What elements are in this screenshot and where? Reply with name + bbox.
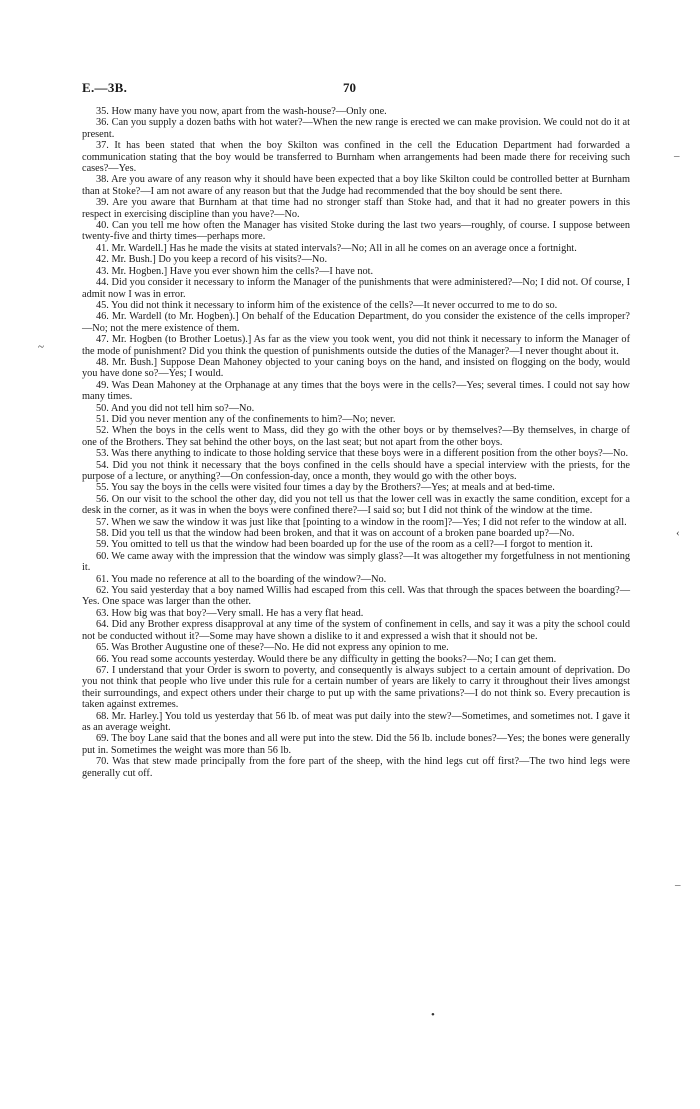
testimony-entry: 40. Can you tell me how often the Manager has visited Stoke during the last two years—roughly, of course. I suppose between twenty-five and thirty times—perhaps more. <box>82 220 630 243</box>
margin-dash-mark: – <box>675 879 681 891</box>
document-reference: E.—3B. <box>82 80 128 95</box>
testimony-entry: 57. When we saw the window it was just like that [pointing to a window in the room]?—Yes; I did not refer to the window at all. <box>96 516 627 528</box>
testimony-entry: 47. Mr. Hogben (to Brother Loetus).] As far as the view you took went, you did not think it necessary to inform the Manager of the mode of punishment? Did you think the question of punishments outside the duties of the Manager?—I never thought about it. <box>82 334 630 357</box>
testimony-entry: 67. I understand that your Order is sworn to poverty, and consequently is always subject to a certain amount of deprivation. Do you not think that people who live under this rule for a certain number of years are likely to carry it throughout their lives amongst their surroundings, and expect others under their charge to put up with the same privations?—I do not think so. Every precaution is taken against extremes. <box>82 664 630 711</box>
testimony-entry: 51. Did you never mention any of the confinements to him?—No; never. <box>96 413 396 425</box>
testimony-entry: 58. Did you tell us that the window had been broken, and that it was on account of a broken pane boarded up?—No. <box>96 528 575 540</box>
testimony-entry: 36. Can you supply a dozen baths with hot water?—When the new range is erected we can make provision. We could not do it at present. <box>82 117 630 140</box>
testimony-entry: 35. How many have you now, apart from the wash-house?—Only one. <box>96 106 387 117</box>
testimony-entry: 65. Was Brother Augustine one of these?—No. He did not express any opinion to me. <box>96 642 449 654</box>
margin-dot-mark: • <box>431 1009 435 1021</box>
margin-dash-mark: – <box>674 150 680 162</box>
testimony-entry: 38. Are you aware of any reason why it should have been expected that a boy like Skilton could be controlled better at Burnham than at Stoke?—I am not aware of any reason but that the Judge had recommended that the boy should be sent there. <box>82 174 630 197</box>
testimony-entry: 64. Did any Brother express disapproval at any time of the system of confinement in cells, and say it was a pity the school could not be conducted without it?—Some may have shown a dislike to it and expressed a wish that it should not be. <box>82 619 630 642</box>
margin-dash-mark: ~ <box>38 341 44 353</box>
testimony-body <box>82 106 630 779</box>
testimony-entry: 37. It has been stated that when the boy Skilton was confined in the cell the Education Department had forwarded a communication stating that the boy would be transferred to Burnham when arrangements had been made there for receiving such cases?—Yes. <box>82 140 630 175</box>
testimony-entry: 62. You said yesterday that a boy named Willis had escaped from this cell. Was that through the spaces between the boarding?—Yes. One space was larger than the other. <box>82 585 630 608</box>
testimony-entry: 56. On our visit to the school the other day, did you not tell us that the lower cell was in exactly the same condition, except for a desk in the corner, as it was in when the boys were confined there?—I said so; but I did not think of the window at the time. <box>82 493 630 517</box>
margin-tick-mark: ‹ <box>676 527 680 539</box>
testimony-entry: 54. Did you not think it necessary that the boys confined in the cells should have a special interview with the priests, for the purpose of a lecture, or anything?—On confession-day, once a month, they would go with the other boys. <box>82 459 630 482</box>
testimony-entry: 61. You made no reference at all to the boarding of the window?—No. <box>96 573 387 585</box>
page-number: 70 <box>343 80 356 95</box>
testimony-entry: 41. Mr. Wardell.] Has he made the visits at stated intervals?—No; All in all he comes on an average once a fortnight. <box>96 242 577 254</box>
testimony-entry: 55. You say the boys in the cells were visited four times a day by the Brothers?—Yes; at meals and at bed-time. <box>96 482 555 494</box>
testimony-entry: 69. The boy Lane said that the bones and all were put into the stew. Did the 56 lb. include bones?—Yes; the bones were generally put in. Sometimes the weight was more than 56 lb. <box>82 733 630 756</box>
testimony-entry: 44. Did you consider it necessary to inform the Manager of the punishments that were administered?—No; I did not. Of course, I admit now I was in error. <box>82 277 630 300</box>
testimony-entry: 53. Was there anything to indicate to those holding service that these boys were in a different position from the other boys?—No. <box>96 448 629 460</box>
testimony-entry: 63. How big was that boy?—Very small. He has a very flat head. <box>96 607 364 619</box>
testimony-entry: 60. We came away with the impression that the window was simply glass?—It was altogether my forgetfulness in not mentioning it. <box>82 550 630 574</box>
testimony-entry: 42. Mr. Bush.] Do you keep a record of his visits?—No. <box>96 254 328 266</box>
testimony-entry: 39. Are you aware that Burnham at that time had no stronger staff than Stoke had, and that it had no greater powers in this respect in exercising discipline than you have?—No. <box>82 197 630 220</box>
testimony-entry: 59. You omitted to tell us that the window had been boarded up for the use of the room as a cell?—I forgot to mention it. <box>96 539 593 551</box>
testimony-entry: 66. You read some accounts yesterday. Would there be any difficulty in getting the books?—No; I can get them. <box>96 653 557 665</box>
testimony-entry: 52. When the boys in the cells went to Mass, did they go with the other boys or by themselves?—By themselves, in charge of one of the Brothers. They sat behind the other boys, on the last seat; but not apart from the other boys. <box>82 425 630 448</box>
testimony-entry: 68. Mr. Harley.] You told us yesterday that 56 lb. of meat was put daily into the stew?—Sometimes, and sometimes not. I gave it as an average weight. <box>82 710 630 733</box>
testimony-entry: 50. And you did not tell him so?—No. <box>96 402 255 414</box>
testimony-entry: 46. Mr. Wardell (to Mr. Hogben).] On behalf of the Education Department, do you consider the existence of the cells improper?—No; not the mere existence of them. <box>82 311 630 334</box>
testimony-entry: 48. Mr. Bush.] Suppose Dean Mahoney objected to your caning boys on the hand, and insisted on flogging on the body, would you have done so?—Yes; I would. <box>82 356 630 380</box>
testimony-entry: 45. You did not think it necessary to inform him of the existence of the cells?—It never occurred to me to do so. <box>96 299 558 311</box>
testimony-entry: 70. Was that stew made principally from the fore part of the sheep, with the hind legs cut off first?—The two hind legs were generally cut off. <box>82 756 630 779</box>
testimony-entry: 49. Was Dean Mahoney at the Orphanage at any times that the boys were in the cells?—Yes; several times. I could not say how many times. <box>82 379 630 403</box>
testimony-entry: 43. Mr. Hogben.] Have you ever shown him the cells?—I have not. <box>96 265 374 277</box>
